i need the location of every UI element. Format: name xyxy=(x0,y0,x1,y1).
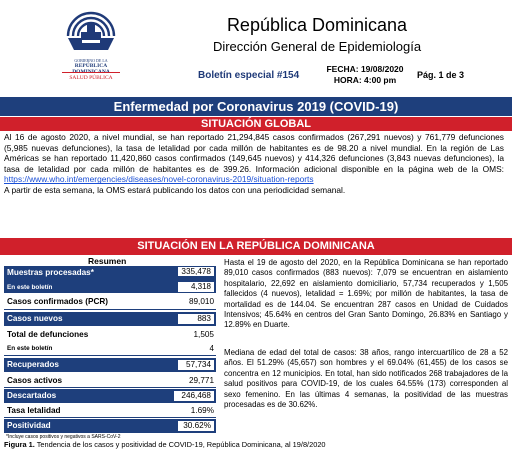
summary-row-discarded xyxy=(4,389,216,403)
summary-value: 89,010 xyxy=(188,297,214,306)
dr-paragraph-2: Mediana de edad del total de casos: 38 años, rango intercuartílico de 28 a 52 años. El 51.29% (45,657) son hombres y el 69.04% (61,455) de los casos se concentra en 12 municipios. En total, han sido notificados 268 trabajadores de la salud positivos para COVID-19, de los cuales 64.55% (173) corresponden al sexo femenino. En las últimas 4 semanas, la positividad de las muestras procesadas es de 30.62%. xyxy=(224,348,508,410)
global-situation-text xyxy=(4,132,504,196)
summary-label: Muestras procesadas* xyxy=(7,268,94,277)
summary-value: 30.62% xyxy=(178,421,214,431)
logo-line-1: GOBIERNO DE LA xyxy=(74,58,108,63)
logo-line-2: REPÚBLICA xyxy=(74,63,108,69)
who-link[interactable]: https://www.who.int/emergencies/diseases/novel-coronavirus-2019/situation-reports xyxy=(4,174,314,185)
summary-value: 335,478 xyxy=(178,267,214,276)
coat-of-arms-icon xyxy=(58,6,124,58)
summary-row-confirmed xyxy=(4,294,216,310)
logo-line-3: SALUD PÚBLICA xyxy=(69,75,113,81)
summary-label: Casos nuevos xyxy=(7,314,63,323)
summary-value: 4 xyxy=(209,344,214,353)
summary-value: 883 xyxy=(178,314,214,324)
global-note: A partir de esta semana, la OMS estará publicando los datos con una periodicidad semanal. xyxy=(4,184,346,195)
summary-row-samples-bulletin xyxy=(4,282,216,293)
summary-value: 1.69% xyxy=(190,406,214,415)
ministry-logo xyxy=(58,6,124,88)
summary-row-active xyxy=(4,373,216,388)
summary-row-samples xyxy=(4,266,216,282)
figure-caption xyxy=(4,440,326,449)
summary-label: En este boletín xyxy=(7,345,53,352)
document-title: Enfermedad por Coronavirus 2019 (COVID-19) xyxy=(0,97,512,116)
summary-title: Resumen xyxy=(88,256,127,266)
summary-label: En este boletín xyxy=(7,284,53,291)
summary-label: Total de defunciones xyxy=(7,330,89,339)
summary-value: 29,771 xyxy=(188,376,214,385)
summary-value: 57,734 xyxy=(178,360,214,370)
country-title: República Dominicana xyxy=(226,15,408,35)
summary-row-new-cases xyxy=(4,312,216,326)
summary-row-positivity xyxy=(4,419,216,433)
bulletin-number: Boletín especial #154 xyxy=(198,70,300,81)
summary-footnote: *Incluye casos positivos y negativos a SARS-CoV-2 xyxy=(6,434,121,440)
bulletin-time: HORA: 4:00 pm xyxy=(333,75,397,85)
global-paragraph: Al 16 de agosto 2020, a nivel mundial, se han reportado 21,294,845 casos confirmados (267,291 nuevos) y 761,779 defunciones (5,985 nuevas defunciones), la tasa de letalidad por cada millón de habitantes es de 98.20 a nivel mundial. En la región de Las Américas se han reportado 11,420,860 casos confirmados (149,645 nuevos) y 414,326 defunciones (3,843 nuevas defunciones), la tasa de letalidad por cada millón de habitantes es de 399.26. Información adicional disponible en la página web de la OMS: xyxy=(4,132,504,174)
dr-section-heading: SITUACIÓN EN LA REPÚBLICA DOMINICANA xyxy=(0,238,512,255)
summary-row-lethality xyxy=(4,404,216,418)
directorate-title: Dirección General de Epidemiología xyxy=(212,39,422,54)
figure-caption-text: Tendencia de los casos y positividad de COVID-19, República Dominicana, al 19/8/2020 xyxy=(36,440,326,449)
summary-value: 246,468 xyxy=(174,391,214,401)
summary-value: 1,505 xyxy=(193,330,214,339)
global-section-heading: SITUACIÓN GLOBAL xyxy=(0,117,512,131)
summary-row-deaths-bulletin xyxy=(4,342,216,356)
page-indicator: Pág. 1 de 3 xyxy=(417,70,465,80)
summary-value: 4,318 xyxy=(178,282,214,292)
summary-row-deaths xyxy=(4,328,216,342)
summary-label: Positividad xyxy=(7,421,51,430)
summary-label: Descartados xyxy=(7,391,57,400)
summary-label: Recuperados xyxy=(7,360,59,369)
summary-label: Tasa letalidad xyxy=(7,406,61,415)
summary-label: Casos activos xyxy=(7,376,63,385)
logo-divider xyxy=(62,72,120,73)
figure-label: Figura 1. xyxy=(4,440,35,449)
dr-paragraph-1: Hasta el 19 de agosto del 2020, en la República Dominicana se han reportado 89,010 casos confirmados (883 nuevos): 7,079 se encuentran en aislamiento hospitalario, 22,692 en aislamiento domiciliario, 57,734 recuperados y 1,505 fallecidos (4 nuevos), letalidad = 1.69%; por millón de habitantes, la tasa de mortalidad es de 144.04. Se encuentran 287 casos en Unidad de Cuidados Intensivos; 45.64% en centros del Gran Santo Domingo, 26.83% en Santiago y 12.89% en Duarte. xyxy=(224,258,508,330)
bulletin-date: FECHA: 19/08/2020 xyxy=(326,64,404,74)
summary-label: Casos confirmados (PCR) xyxy=(7,297,108,306)
summary-row-recovered xyxy=(4,358,216,372)
